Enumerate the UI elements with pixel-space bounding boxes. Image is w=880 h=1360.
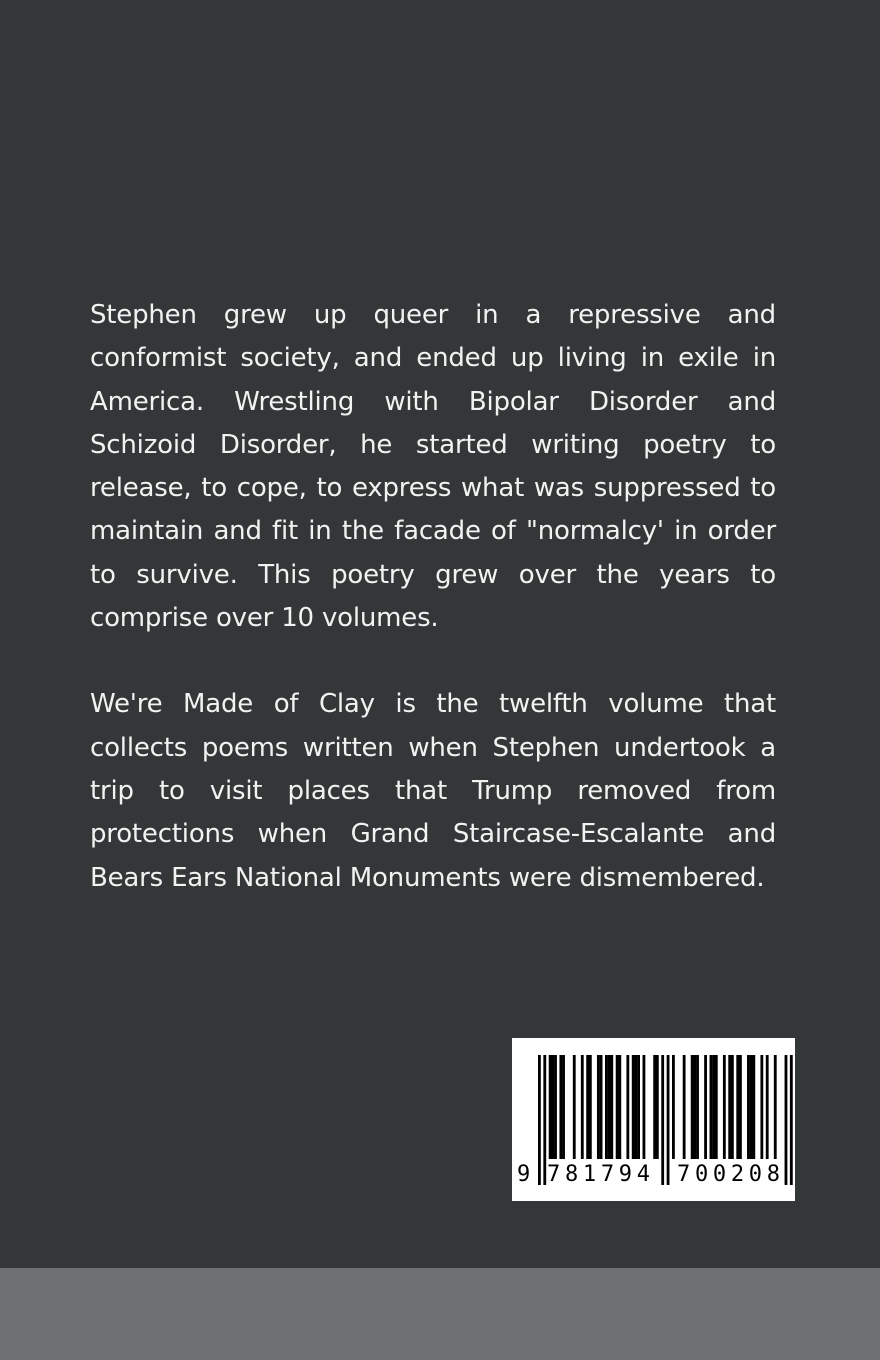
barcode-bar (728, 1055, 731, 1159)
barcode-bar (573, 1055, 576, 1159)
barcode-bar (586, 1055, 589, 1159)
barcode-bar (672, 1055, 675, 1159)
barcode-bar (736, 1055, 739, 1159)
barcode-bar (616, 1055, 619, 1159)
barcode-bar (608, 1055, 611, 1159)
blurb-paragraph-1: Stephen grew up queer in a repressive and conformist society, and ended up living in exile in America. Wrestling with Bipolar Disorder and Schizoid Disorder, he started writing poetry to release, to cope, to express what was suppressed to maintain and fit in the facade of "normalcy' in order to survive. This poetry grew over the years to comprise over 10 volumes. (90, 300, 776, 634)
barcode-bar (683, 1055, 686, 1159)
barcode-bar (626, 1055, 629, 1159)
isbn-barcode (512, 1038, 795, 1201)
barcode-bar (667, 1055, 670, 1185)
barcode-graphic (512, 1038, 795, 1201)
blurb-text (90, 294, 776, 900)
barcode-bar (637, 1055, 640, 1159)
barcode-bar (790, 1055, 793, 1185)
barcode-bar (562, 1055, 565, 1159)
barcode-bar (739, 1055, 742, 1159)
barcode-bar (559, 1055, 562, 1159)
barcode-bar (610, 1055, 613, 1159)
barcode-left-digits: 781794 (547, 1162, 650, 1187)
barcode-bar (605, 1055, 608, 1159)
barcode-bar (632, 1055, 635, 1159)
barcode-bar (696, 1055, 699, 1159)
barcode-bar (723, 1055, 726, 1159)
barcode-bar (774, 1055, 777, 1159)
barcode-bar (600, 1055, 603, 1159)
barcode-bar (661, 1055, 664, 1185)
barcode-bar (747, 1055, 750, 1159)
barcode-bar (693, 1055, 696, 1159)
barcode-bar (710, 1055, 713, 1159)
barcode-bar (554, 1055, 557, 1159)
barcode-bar (581, 1055, 584, 1159)
barcode-bar (704, 1055, 707, 1159)
barcode-bar (551, 1055, 554, 1159)
barcode-bar (656, 1055, 659, 1159)
barcode-bar (643, 1055, 646, 1159)
barcode-bar (760, 1055, 763, 1159)
barcode-bar (597, 1055, 600, 1159)
blurb-paragraph-2: We're Made of Clay is the twelfth volume that collects poems written when Stephen undertook a trip to visit places that Trump removed from protections when Grand Staircase-Escalante and Bears Ears National Monuments were dismembered. (90, 689, 776, 893)
barcode-bar (653, 1055, 656, 1159)
barcode-bar (785, 1055, 788, 1185)
barcode-right-digits: 700208 (677, 1162, 780, 1187)
barcode-bar (750, 1055, 753, 1159)
bottom-band (0, 1268, 880, 1360)
barcode-lead-digit: 9 (517, 1162, 531, 1187)
barcode-bar (538, 1055, 541, 1185)
barcode-bar (715, 1055, 718, 1159)
barcode-bar (766, 1055, 769, 1159)
barcode-bar (589, 1055, 592, 1159)
barcode-bar (618, 1055, 621, 1159)
barcode-bar (691, 1055, 694, 1159)
barcode-bar (543, 1055, 546, 1185)
barcode-bar (752, 1055, 755, 1159)
barcode-bar (731, 1055, 734, 1159)
barcode-bar (634, 1055, 637, 1159)
barcode-bar (712, 1055, 715, 1159)
barcode-bar (549, 1055, 552, 1159)
